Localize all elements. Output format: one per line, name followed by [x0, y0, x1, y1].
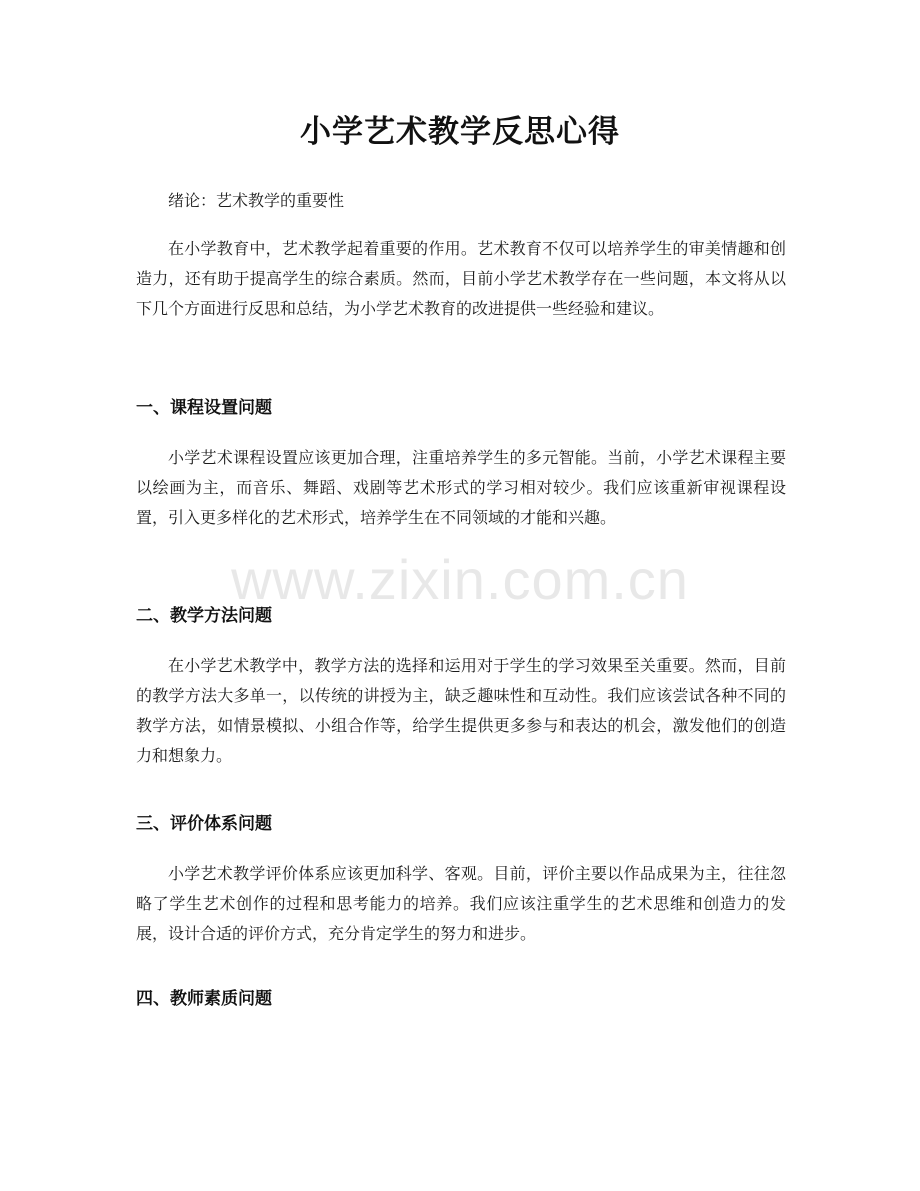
paragraph-curriculum: 小学艺术课程设置应该更加合理，注重培养学生的多元智能。当前，小学艺术课程主要以绘画为主，而音乐、舞蹈、戏剧等艺术形式的学习相对较少。我们应该重新审视课程设置，引入更多样化的艺术形式，培养学生在不同领域的才能和兴趣。: [136, 448, 786, 527]
paragraph-evaluation: 小学艺术教学评价体系应该更加科学、客观。目前，评价主要以作品成果为主，往往忽略了学生艺术创作的过程和思考能力的培养。我们应该注重学生的艺术思维和创造力的发展，设计合适的评价方式，充分肯定学生的努力和进步。: [136, 864, 786, 943]
document-title: 小学艺术教学反思心得: [300, 114, 620, 150]
section-heading-evaluation: 三、评价体系问题: [136, 814, 272, 834]
paragraph-intro: 在小学教育中，艺术教学起着重要的作用。艺术教育不仅可以培养学生的审美情趣和创造力，还有助于提高学生的综合素质。然而，目前小学艺术教学存在一些问题，本文将从以下几个方面进行反思和总结，为小学艺术教育的改进提供一些经验和建议。: [136, 239, 786, 318]
watermark: www.zixin.com.cn: [231, 548, 689, 611]
section-heading-teaching-methods: 二、教学方法问题: [136, 606, 272, 626]
section-heading-curriculum: 一、课程设置问题: [136, 398, 272, 418]
paragraph-teaching-methods: 在小学艺术教学中，教学方法的选择和运用对于学生的学习效果至关重要。然而，目前的教学方法大多单一，以传统的讲授为主，缺乏趣味性和互动性。我们应该尝试各种不同的教学方法，如情景模拟、小组合作等，给学生提供更多参与和表达的机会，激发他们的创造力和想象力。: [136, 656, 786, 765]
intro-label: 绪论：艺术教学的重要性: [168, 191, 345, 210]
section-heading-teacher-quality: 四、教师素质问题: [136, 989, 272, 1009]
